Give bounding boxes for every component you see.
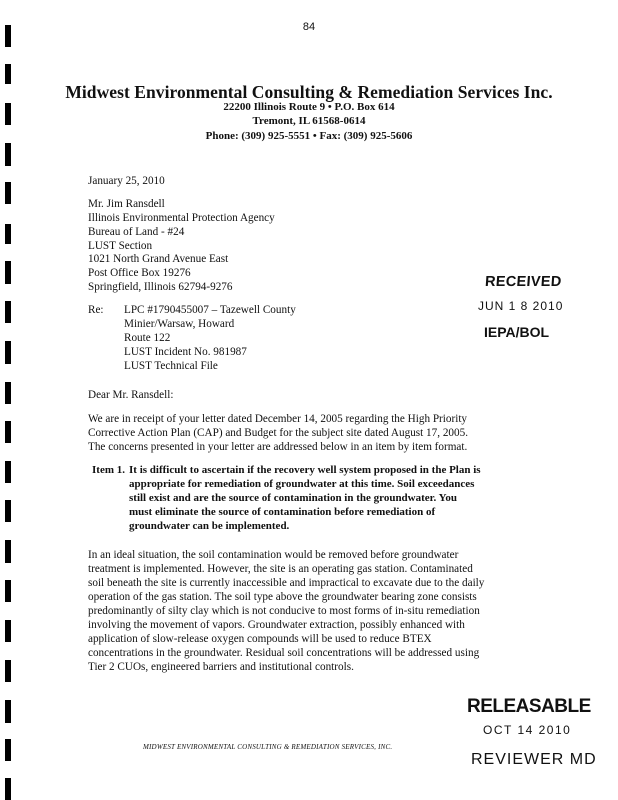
scan-edge-bar	[5, 540, 11, 563]
item1-line: must eliminate the source of contamination before remediation of	[129, 506, 436, 518]
releasable-stamp-title: RELEASABLE	[467, 696, 591, 717]
releasable-stamp-date: OCT 14 2010	[483, 723, 572, 737]
recipient-line: Post Office Box 19276	[88, 267, 191, 279]
letter-date: January 25, 2010	[88, 175, 165, 187]
scan-edge-bar	[5, 660, 11, 682]
item1-line: appropriate for remediation of groundwater at this time. Soil exceedances	[129, 478, 475, 490]
response-line: treatment is implemented. However, the site is an operating gas station. Contaminated	[88, 563, 473, 575]
salutation: Dear Mr. Ransdell:	[88, 389, 174, 401]
re-line: LPC #1790455007 – Tazewell County	[124, 304, 296, 316]
re-label: Re:	[88, 304, 104, 316]
item1-text: It is difficult to ascertain if the recovery well system proposed in the Plan is	[129, 464, 481, 476]
company-name: Midwest Environmental Consulting & Remediation Services Inc.	[65, 82, 553, 102]
item1-line	[92, 463, 481, 477]
releasable-stamp-reviewer: REVIEWER MD	[471, 751, 597, 768]
scan-edge-bar	[5, 500, 11, 522]
response-line: Tier 2 CUOs, engineered barriers and institutional controls.	[88, 661, 354, 673]
response-line: involving the movement of vapors. Groundwater extraction, possibly enhanced with	[88, 619, 465, 631]
intro-line: The concerns presented in your letter are addressed below in an item by item format.	[88, 441, 468, 453]
recipient-line: LUST Section	[88, 240, 153, 252]
recipient-line: 1021 North Grand Avenue East	[88, 253, 229, 265]
scan-edge-bar	[5, 700, 11, 723]
scan-edge-bar	[5, 421, 11, 443]
response-line: concentrations in the groundwater. Residual soil concentrations will be addressed using	[88, 647, 480, 659]
response-line: predominantly of silty clay which is not conducive to most forms of in-situ remediation	[88, 605, 480, 617]
recipient-line: Mr. Jim Ransdell	[88, 198, 165, 210]
intro-line: We are in receipt of your letter dated December 14, 2005 regarding the High Priority	[88, 413, 468, 425]
item1-label: Item 1.	[92, 464, 125, 476]
item1-line: groundwater can be implemented.	[129, 520, 290, 532]
re-line: Minier/Warsaw, Howard	[124, 318, 235, 330]
response-line: operation of the gas station. The soil type above the groundwater bearing zone consists	[88, 591, 477, 603]
scan-edge-bar	[5, 224, 11, 244]
scan-edge-bar	[5, 341, 11, 364]
company-address-line1: 22200 Illinois Route 9 • P.O. Box 614	[223, 101, 395, 113]
scan-edge-bar	[5, 301, 11, 323]
response-line: application of slow-release oxygen compounds will be used to reduce BTEX	[88, 633, 432, 645]
response-line: soil beneath the site is currently inaccessible and impractical to excavate due to the daily	[88, 577, 485, 589]
scan-edge-bar	[5, 739, 11, 761]
scan-edge-bar	[5, 461, 11, 483]
recipient-line: Bureau of Land - #24	[88, 226, 185, 238]
re-line: LUST Incident No. 981987	[124, 346, 247, 358]
company-phone-fax: Phone: (309) 925-5551 • Fax: (309) 925-5606	[205, 130, 413, 142]
item1-line: still exist and are the source of contamination in the groundwater. You	[129, 492, 457, 504]
scan-edge-bar	[5, 620, 11, 642]
re-line: Route 122	[124, 332, 171, 344]
company-address-line2: Tremont, IL 61568-0614	[252, 115, 366, 127]
page-number: 84	[302, 21, 316, 33]
received-stamp-title: RECEIVED	[484, 274, 563, 290]
scan-edge-bar	[5, 382, 11, 404]
scan-edge-bar	[5, 182, 11, 204]
scan-edge-bar	[5, 64, 11, 84]
intro-line: Corrective Action Plan (CAP) and Budget for the subject site dated August 17, 2005.	[88, 427, 469, 439]
scan-edge-bar	[5, 261, 11, 284]
scan-edge-bar	[5, 778, 11, 800]
scan-edge-bar	[5, 143, 11, 166]
page-footer: MIDWEST ENVIRONMENTAL CONSULTING & REMEDIATION SERVICES, INC.	[143, 743, 393, 751]
scan-edge-bar	[5, 580, 11, 602]
re-line: LUST Technical File	[124, 360, 218, 372]
recipient-line: Springfield, Illinois 62794-9276	[88, 281, 233, 293]
recipient-line: Illinois Environmental Protection Agency	[88, 212, 275, 224]
received-stamp-org: IEPA/BOL	[484, 324, 550, 340]
response-line: In an ideal situation, the soil contamination would be removed before groundwater	[88, 549, 459, 561]
received-stamp-date: JUN 1 8 2010	[478, 299, 564, 313]
